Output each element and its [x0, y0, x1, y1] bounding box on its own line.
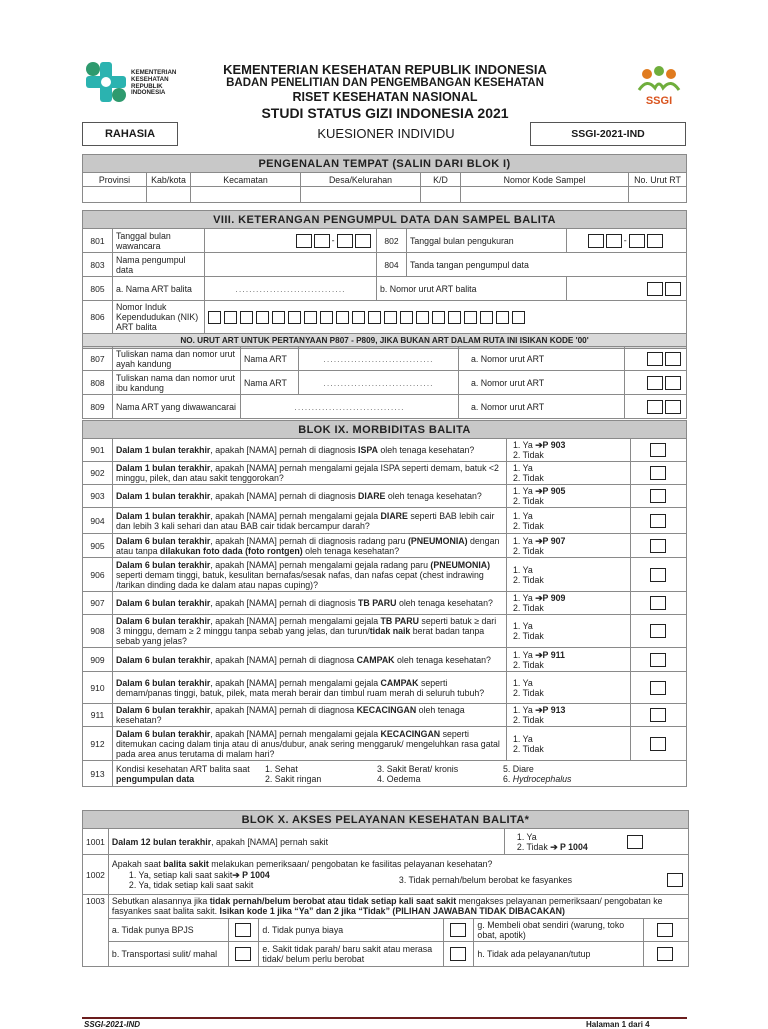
q803-input[interactable]	[205, 253, 377, 277]
ssgi-logo-icon	[633, 64, 685, 108]
reason-h-box[interactable]	[657, 947, 673, 961]
q911-answer-cell	[631, 704, 687, 727]
q912-question: Dalam 6 bulan terakhir, apakah [NAMA] pernah mengalami gejala KECACINGAN seperti ditemukan cacing dalam tinja atau di anus/dubur, anak sering menggaruk/ mengeluhkan rasa gatal pada area anus terutama di malam hari?	[113, 727, 507, 761]
col-kecamatan: Kecamatan	[191, 173, 301, 187]
q904-row	[83, 508, 687, 534]
q806-number: 806	[83, 301, 113, 334]
q908-answer-box[interactable]	[650, 624, 666, 638]
q909-options: 1. Ya ➔P 911 2. Tidak	[507, 648, 631, 672]
q903-question: Dalam 1 bulan terakhir, apakah [NAMA] pernah di diagnosis DIARE oleh tenaga kesehatan?	[113, 485, 507, 508]
block9-title: BLOK IX. MORBIDITAS BALITA	[83, 421, 687, 439]
q905-answer-box[interactable]	[650, 539, 666, 553]
col-kode-sampel: Nomor Kode Sampel	[461, 173, 629, 187]
q808-nama-input[interactable]: ................................	[299, 371, 459, 395]
q913-col1: 1. Sehat 2. Sakit ringan	[265, 763, 322, 784]
reason-e: e. Sakit tidak parah/ baru sakit atau merasa tidak/ belum perlu berobat	[259, 942, 444, 966]
q804-number: 804	[377, 253, 407, 277]
q901-options: 1. Ya ➔P 903 2. Tidak	[507, 439, 631, 462]
q911-question: Dalam 6 bulan terakhir, apakah [NAMA] pernah di diagnosa KECACINGAN oleh tenaga kesehatan?	[113, 704, 507, 727]
q1001-answer: 1. Ya 2. Tidak ➔ P 1004	[504, 829, 688, 855]
q907-number: 907	[83, 592, 113, 615]
q1001-number: 1001	[83, 829, 109, 855]
reason-b: b. Transportasi sulit/ mahal	[109, 942, 229, 966]
q901-answer-box[interactable]	[650, 443, 666, 457]
q1002-row: Apakah saat balita sakit melakukan pemeriksaan/ pengobatan ke fasilitas pelayanan kesehatan? 1. Ya, setiap kali saat sakit➔ P 1004 2. Ya, tidak setiap kali saat sakit 3. Tidak pernah/belum berobat ke fasyankes	[108, 855, 688, 895]
q913-number: 913	[83, 761, 113, 787]
q802-date-boxes[interactable]: -	[567, 229, 687, 253]
q805a-label: a. Nama ART balita	[113, 277, 205, 301]
q809-number: 809	[83, 395, 113, 419]
footer-page: Halaman 1 dari 4	[586, 1020, 650, 1029]
q807-urut-boxes[interactable]	[625, 347, 687, 371]
location-section-title: PENGENALAN TEMPAT (SALIN DARI BLOK I)	[83, 155, 687, 173]
q803-label: Nama pengumpul data	[113, 253, 205, 277]
block10-table	[82, 810, 689, 967]
block8-title: VIII. KETERANGAN PENGUMPUL DATA DAN SAMPEL BALITA	[83, 211, 687, 229]
q1003-reasons	[109, 918, 688, 966]
study-title: STUDI STATUS GIZI INDONESIA 2021	[261, 105, 509, 121]
reason-b-box[interactable]	[235, 947, 251, 961]
q808-nama-label: Nama ART	[241, 371, 299, 395]
q913-col2: 3. Sakit Berat/ kronis 4. Oedema	[377, 763, 459, 784]
reason-a: a. Tidak punya BPJS	[109, 919, 229, 942]
q1003-question: Sebutkan alasannya jika tidak pernah/belum berobat atau tidak setiap kali saat sakit mengakses pelayanan pemeriksaan/ pengobatan ke fasyankes saat balita sakit. Isikan kode 1 jika “Ya” dan 2 jika “Tidak” (PILIHAN JAWABAN TIDAK DIBACAKAN)	[111, 896, 663, 916]
q801-date-boxes[interactable]: -	[205, 229, 377, 253]
q910-options: 1. Ya 2. Tidak	[507, 672, 631, 704]
q912-number: 912	[83, 727, 113, 761]
q910-row	[83, 672, 687, 704]
col-desa: Desa/Kelurahan	[301, 173, 421, 187]
block8-table	[82, 210, 687, 349]
q911-row	[83, 704, 687, 727]
svg-text:SSGI: SSGI	[645, 95, 673, 107]
q808-label: Tuliskan nama dan nomor urut ibu kandung	[113, 371, 241, 395]
q912-options: 1. Ya 2. Tidak	[507, 727, 631, 761]
confidential-label: RAHASIA	[82, 122, 178, 146]
q803-number: 803	[83, 253, 113, 277]
q906-row	[83, 558, 687, 592]
reason-h: h. Tidak ada pelayanan/tutup	[474, 942, 644, 966]
q903-answer-box[interactable]	[650, 489, 666, 503]
q1002-answer-box[interactable]	[667, 873, 683, 887]
q805-number: 805	[83, 277, 113, 301]
q910-question: Dalam 6 bulan terakhir, apakah [NAMA] pernah mengalami gejala CAMPAK seperti demam/panas tinggi, batuk, pilek, mata merah berair dan timbul ruam merah di seluruh tubuh?	[113, 672, 507, 704]
q807-number: 807	[83, 347, 113, 371]
q909-row	[83, 648, 687, 672]
q901-question: Dalam 1 bulan terakhir, apakah [NAMA] pernah di diagnosis ISPA oleh tenaga kesehatan?	[113, 439, 507, 462]
block8-note: NO. URUT ART UNTUK PERTANYAAN P807 - P809, JIKA BUKAN ART DALAM RUTA INI ISIKAN KODE '00'	[83, 334, 687, 349]
q910-number: 910	[83, 672, 113, 704]
q807-urut-label: a. Nomor urut ART	[459, 347, 625, 371]
q801-label: Tanggal bulan wawancara	[113, 229, 205, 253]
q903-options: 1. Ya ➔P 905 2. Tidak	[507, 485, 631, 508]
q904-question: Dalam 1 bulan terakhir, apakah [NAMA] pernah mengalami gejala DIARE seperti BAB lebih cair dan lebih 3 kali sehari dan atau BAB cair tidak bercampur darah?	[113, 508, 507, 534]
kd-input[interactable]	[421, 187, 461, 203]
q809-label: Nama ART yang diwawancarai	[113, 395, 241, 419]
q802-label: Tanggal bulan pengukuran	[407, 229, 567, 253]
q902-row	[83, 462, 687, 485]
q911-number: 911	[83, 704, 113, 727]
no-urut-rt-input[interactable]	[629, 187, 687, 203]
q907-answer-cell	[631, 592, 687, 615]
col-no-urut-rt: No. Urut RT	[629, 173, 687, 187]
col-kd: K/D	[421, 173, 461, 187]
q911-answer-box[interactable]	[650, 708, 666, 722]
kabkota-input[interactable]	[147, 187, 191, 203]
q904-number: 904	[83, 508, 113, 534]
q906-question: Dalam 6 bulan terakhir, apakah [NAMA] pernah mengalami gejala radang paru (PNEUMONIA) seperti demam tinggi, batuk, kesulitan bernafas/sesak nafas, dan nafas cepat (chest indrawing /tarikan dinding dada ke dalam atau napas cuping)?	[113, 558, 507, 592]
kode-sampel-input[interactable]	[461, 187, 629, 203]
q901-row	[83, 439, 687, 462]
kecamatan-input[interactable]	[191, 187, 301, 203]
location-table	[82, 154, 687, 203]
q902-options: 1. Ya 2. Tidak	[507, 462, 631, 485]
q906-number: 906	[83, 558, 113, 592]
block9-table	[82, 420, 687, 787]
q909-number: 909	[83, 648, 113, 672]
reason-a-box[interactable]	[235, 923, 251, 937]
block10-title: BLOK X. AKSES PELAYANAN KESEHATAN BALITA*	[83, 811, 689, 829]
q908-row	[83, 615, 687, 648]
col-provinsi: Provinsi	[83, 173, 147, 187]
q908-question: Dalam 6 bulan terakhir, apakah [NAMA] pernah mengalami gejala TB PARU seperti batuk ≥ dari 3 minggu, demam ≥ 2 minggu tanpa sebab yang jelas, dan turun/tidak naik berat badan tanpa sebab yang jelas?	[113, 615, 507, 648]
q911-options: 1. Ya ➔P 913 2. Tidak	[507, 704, 631, 727]
q805a-input[interactable]: ................................	[205, 277, 377, 301]
q808-urut-label: a. Nomor urut ART	[459, 371, 625, 395]
q808-urut-boxes[interactable]	[625, 371, 687, 395]
q809-nama-input[interactable]: ................................	[241, 395, 459, 419]
q901-answer-cell	[631, 439, 687, 462]
q903-answer-cell	[631, 485, 687, 508]
provinsi-input[interactable]	[83, 187, 147, 203]
form-code: SSGI-2021-IND	[530, 122, 686, 146]
q909-answer-cell	[631, 648, 687, 672]
reason-e-box[interactable]	[450, 947, 466, 961]
q805b-label: b. Nomor urut ART balita	[377, 277, 567, 301]
footer-code: SSGI-2021-IND	[84, 1020, 141, 1029]
q808-number: 808	[83, 371, 113, 395]
q905-options: 1. Ya ➔P 907 2. Tidak	[507, 534, 631, 558]
q912-answer-cell	[631, 727, 687, 761]
q907-answer-box[interactable]	[650, 596, 666, 610]
q908-answer-cell	[631, 615, 687, 648]
q903-row	[83, 485, 687, 508]
q908-options: 1. Ya 2. Tidak	[507, 615, 631, 648]
q908-number: 908	[83, 615, 113, 648]
q912-answer-box[interactable]	[650, 737, 666, 751]
col-kabkota: Kab/kota	[147, 173, 191, 187]
q907-row	[83, 592, 687, 615]
q910-answer-box[interactable]	[650, 681, 666, 695]
q805b-boxes[interactable]	[567, 277, 687, 301]
q1001-answer-box[interactable]	[627, 835, 643, 849]
q902-question: Dalam 1 bulan terakhir, apakah [NAMA] pernah mengalami gejala ISPA seperti demam, batuk <2 minggu, pilek, dan atau sakit tenggorokan?	[113, 462, 507, 485]
q807-label: Tuliskan nama dan nomor urut ayah kandung	[113, 347, 241, 371]
q902-answer-cell	[631, 462, 687, 485]
reason-d-box[interactable]	[450, 923, 466, 937]
q902-answer-box[interactable]	[650, 466, 666, 480]
q906-answer-cell	[631, 558, 687, 592]
q913-row	[113, 761, 687, 787]
q910-answer-cell	[631, 672, 687, 704]
q807-nama-label: Nama ART	[241, 347, 299, 371]
q903-number: 903	[83, 485, 113, 508]
kemenkes-logo-text: KEMENTERIAN KESEHATAN REPUBLIK INDONESIA	[131, 69, 177, 97]
q905-number: 905	[83, 534, 113, 558]
q809-urut-label: a. Nomor urut ART	[459, 395, 625, 419]
q906-options: 1. Ya 2. Tidak	[507, 558, 631, 592]
q1003-row	[108, 895, 688, 967]
q905-question: Dalam 6 bulan terakhir, apakah [NAMA] pernah di diagnosis radang paru (PNEUMONIA) dengan atau tanpa dilakukan foto dada (foto rontgen) oleh tenaga kesehatan?	[113, 534, 507, 558]
q1002-number: 1002	[83, 855, 109, 895]
reason-g-box[interactable]	[657, 923, 673, 937]
q802-number: 802	[377, 229, 407, 253]
q806-nik-boxes[interactable]	[205, 301, 687, 334]
q904-answer-cell	[631, 508, 687, 534]
q904-answer-box[interactable]	[650, 514, 666, 528]
q909-question: Dalam 6 bulan terakhir, apakah [NAMA] pernah di diagnosa CAMPAK oleh tenaga kesehatan?	[113, 648, 507, 672]
ministry-title: KEMENTERIAN KESEHATAN REPUBLIK INDONESIA	[223, 62, 547, 77]
q913-col3: 5. Diare 6. Hydrocephalus	[503, 763, 572, 784]
q905-row	[83, 534, 687, 558]
q907-question: Dalam 6 bulan terakhir, apakah [NAMA] pernah di diagnosis TB PARU oleh tenaga kesehatan?	[113, 592, 507, 615]
q801-number: 801	[83, 229, 113, 253]
agency-title: BADAN PENELITIAN DAN PENGEMBANGAN KESEHATAN	[226, 77, 544, 89]
footer-rule	[82, 1017, 687, 1019]
q904-options: 1. Ya 2. Tidak	[507, 508, 631, 534]
q1001-question: Dalam 12 bulan terakhir, apakah [NAMA] pernah sakit	[108, 829, 504, 855]
q1003-number: 1003	[83, 895, 109, 967]
q807-nama-input[interactable]: ................................	[299, 347, 459, 371]
q809-urut-boxes[interactable]	[625, 395, 687, 419]
reason-d: d. Tidak punya biaya	[259, 919, 444, 942]
q902-number: 902	[83, 462, 113, 485]
block8-parents-table	[82, 346, 687, 419]
q906-answer-box[interactable]	[650, 568, 666, 582]
q1002-question: Apakah saat balita sakit melakukan pemeriksaan/ pengobatan ke fasilitas pelayanan kesehatan?	[111, 859, 493, 869]
q909-answer-box[interactable]	[650, 653, 666, 667]
questionnaire-title: KUESIONER INDIVIDU	[317, 126, 455, 141]
q901-number: 901	[83, 439, 113, 462]
reason-g: g. Membeli obat sendiri (warung, toko obat, apotik)	[474, 919, 644, 942]
q804-label: Tanda tangan pengumpul data	[407, 253, 687, 277]
q806-label: Nomor Induk Kependudukan (NIK) ART balita	[113, 301, 205, 334]
document-header	[0, 0, 768, 120]
q912-row	[83, 727, 687, 761]
q905-answer-cell	[631, 534, 687, 558]
q907-options: 1. Ya ➔P 909 2. Tidak	[507, 592, 631, 615]
desa-input[interactable]	[301, 187, 421, 203]
research-title: RISET KESEHATAN NASIONAL	[292, 90, 478, 104]
q913-question: Kondisi kesehatan ART balita saat pengumpulan data	[116, 763, 250, 784]
kemenkes-logo-icon	[84, 60, 128, 104]
